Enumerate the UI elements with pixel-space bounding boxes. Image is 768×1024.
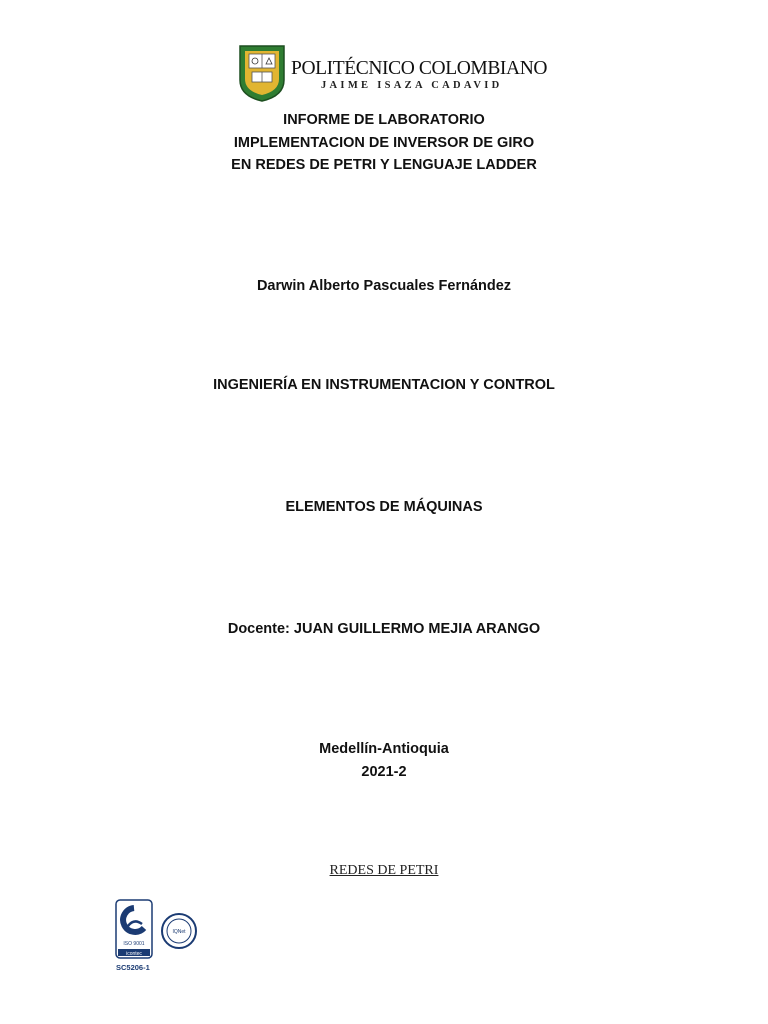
program-name: INGENIERÍA EN INSTRUMENTACION Y CONTROL: [213, 377, 555, 393]
svg-text:IQNet: IQNet: [172, 929, 186, 935]
redes-de-petri-link[interactable]: REDES DE PETRI: [329, 863, 439, 878]
institution-name: POLITÉCNICO COLOMBIANO: [291, 58, 548, 79]
title-line-2: IMPLEMENTACION DE INVERSOR DE GIRO: [233, 135, 535, 151]
certification-code: SC5206-1: [116, 963, 150, 972]
institution-shield-logo: [238, 44, 286, 102]
svg-text:ISO 9001: ISO 9001: [123, 941, 145, 947]
institution-header: [238, 44, 548, 104]
author-name: Darwin Alberto Pascuales Fernández: [256, 278, 512, 294]
period: 2021-2: [361, 764, 407, 780]
teacher-name: Docente: JUAN GUILLERMO MEJIA ARANGO: [227, 621, 541, 637]
title-line-1: INFORME DE LABORATORIO: [283, 112, 485, 128]
course-name: ELEMENTOS DE MÁQUINAS: [285, 499, 483, 515]
institution-subtitle: JAIME ISAZA CADAVID: [321, 80, 503, 91]
place: Medellín-Antioquia: [319, 741, 449, 757]
svg-text:icontec: icontec: [126, 951, 142, 957]
title-line-3: EN REDES DE PETRI Y LENGUAJE LADDER: [231, 157, 537, 173]
